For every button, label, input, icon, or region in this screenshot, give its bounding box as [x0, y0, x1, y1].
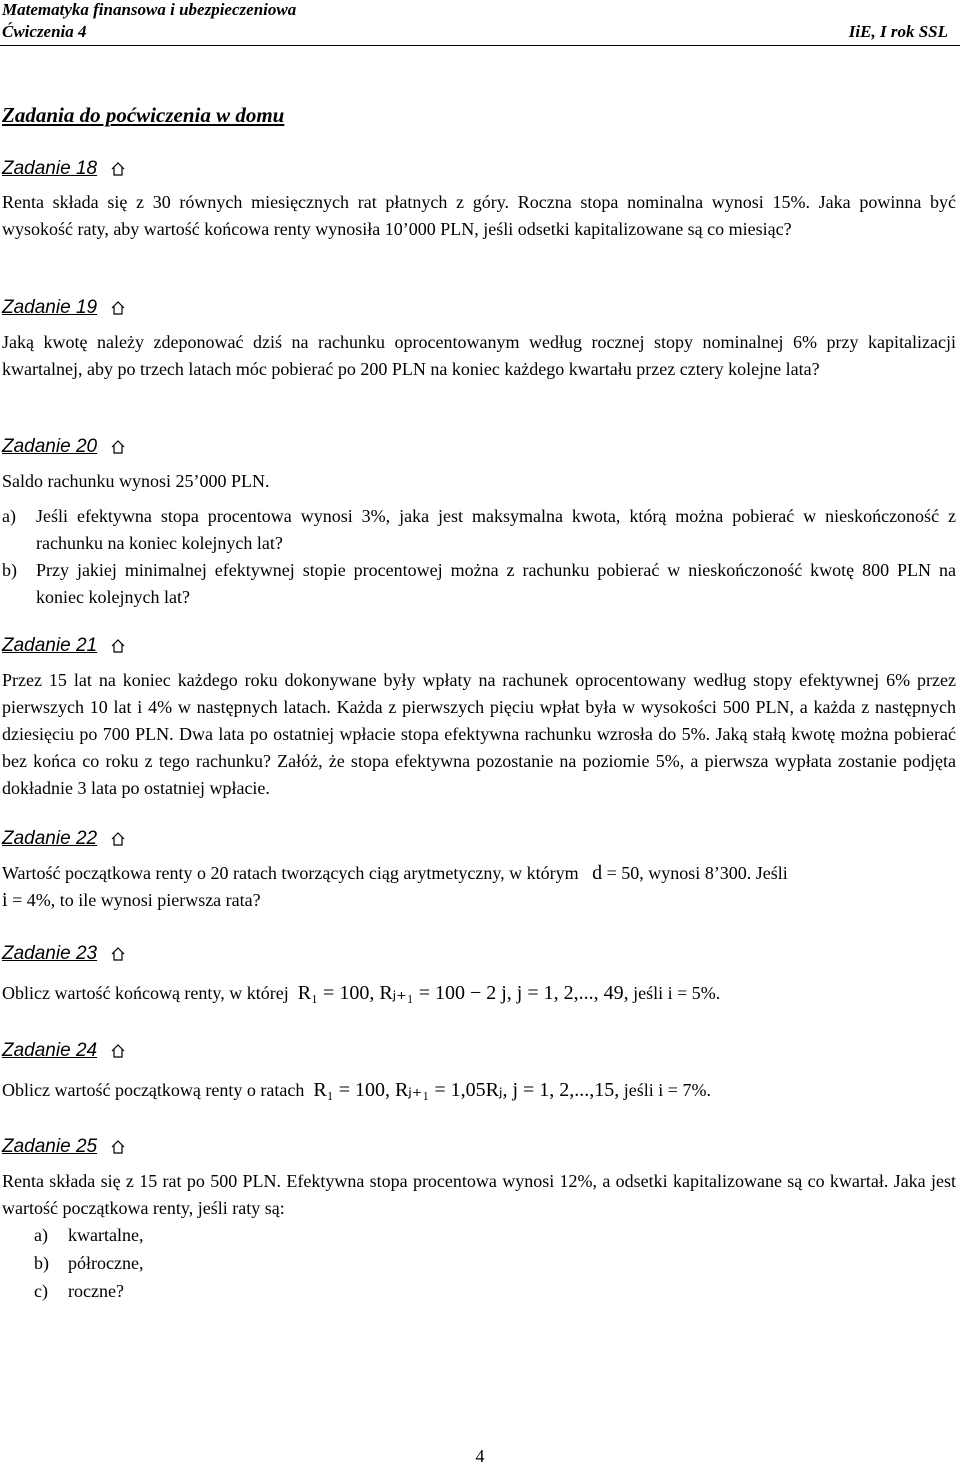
formula: R₁ = 100, Rⱼ₊₁ = 100 − 2 j, j = 1, 2,..., 49, [297, 982, 629, 1004]
header-divider [0, 45, 960, 46]
task-19-text: Jaką kwotę należy zdeponować dziś na rachunku oprocentowanym według rocznej stopy nominalnej 6% przy kapitalizacji kwartalnej, aby po trzech latach móc pobierać po 200 PLN na koniec każdego kwartału przez cztery kolejne lata? [2, 332, 956, 379]
house-icon [111, 947, 125, 961]
task-25-item-a [34, 1222, 434, 1249]
list-item-text: Jeśli efektywna stopa procentowa wynosi 3%, jaka jest maksymalna kwota, którą można pobierać w nieskończoność z rachunku na koniec kolejnych lat? [36, 506, 956, 553]
house-icon [111, 1044, 125, 1058]
list-item-text: Przy jakiej minimalnej efektywnej stopie procentowej można z rachunku pobierać w nieskończoność kwotę 800 PLN na koniec kolejnych lat? [36, 560, 956, 607]
task-24-title: Zadanie 24 [2, 1039, 125, 1063]
formula: R₁ = 100, Rⱼ₊₁ = 1,05Rⱼ, j = 1, 2,...,15, [313, 1079, 620, 1101]
house-icon [111, 440, 125, 454]
house-icon [111, 832, 125, 846]
task-20-title: Zadanie 20 [2, 435, 125, 459]
list-item-text: roczne? [68, 1281, 124, 1301]
group-label: IiE, I rok SSL [848, 22, 948, 41]
task-19-title: Zadanie 19 [2, 296, 125, 320]
task-25-text: Renta składa się z 15 rat po 500 PLN. Efektywna stopa procentowa wynosi 12%, a odsetki kapitalizowane są co kwartał. Jaka jest wartość początkowa renty, jeśli raty są: [2, 1171, 956, 1218]
task-18-title: Zadanie 18 [2, 157, 125, 181]
task-20-item-b [2, 557, 956, 613]
task-23-text: Oblicz wartość końcową renty, w której R₁ = 100, Rⱼ₊₁ = 100 − 2 j, j = 1, 2,..., 49, jeśli i = 5%. [2, 982, 721, 1004]
course-title: Matematyka finansowa i ubezpieczeniowa [2, 0, 297, 19]
task-21-text: Przez 15 lat na koniec każdego roku dokonywane były wpłaty na rachunek oprocentowany według stopy efektywnej 6% przez pierwszych 10 lat i 4% w następnych latach. Każda z pierwszych pięciu wpłat była w wysokości 500 PLN, a każda z następnych dziesięciu po 700 PLN. Dwa lata po ostatniej wpłacie stopa efektywna rachunku wzrosła do 5%. Jaką stałą kwotę można pobierać bez końca co roku z tego rachunku? Załóż, że stopa efektywna pozostanie na poziomie 5%, a pierwsza wypłata zostanie podjęta dokładnie 3 lata po ostatniej wpłacie. [2, 670, 956, 798]
task-24-text: Oblicz wartość początkową renty o ratach R₁ = 100, Rⱼ₊₁ = 1,05Rⱼ, j = 1, 2,...,15, jeśli i = 7%. [2, 1079, 711, 1101]
list-marker: a) [34, 1225, 48, 1245]
section-title: Zadania do poćwiczenia w domu [2, 103, 285, 127]
list-marker: b) [34, 1253, 49, 1273]
task-22-text: Wartość początkowa renty o 20 ratach tworzących ciąg arytmetyczny, w którym d = 50, wynosi 8’300. Jeśli i = 4%, to ile wynosi pierwsza rata? [2, 862, 788, 911]
task-20-text: Saldo rachunku wynosi 25’000 PLN. [2, 471, 270, 491]
exercise-label: Ćwiczenia 4 [2, 22, 87, 41]
house-icon [111, 639, 125, 653]
house-icon [111, 162, 125, 176]
task-25-title: Zadanie 25 [2, 1135, 125, 1159]
variable-d: d [592, 862, 603, 884]
list-marker: a) [2, 506, 16, 526]
task-25-item-c [34, 1278, 434, 1305]
house-icon [111, 1140, 125, 1154]
task-22-title: Zadanie 22 [2, 827, 125, 851]
list-item-text: półroczne, [68, 1253, 144, 1273]
task-23-title: Zadanie 23 [2, 942, 125, 966]
variable-i: i [2, 889, 8, 911]
list-marker: b) [2, 560, 17, 580]
task-25-item-b [34, 1250, 434, 1277]
page-number: 4 [475, 1446, 485, 1466]
task-18-text: Renta składa się z 30 równych miesięcznych rat płatnych z góry. Roczna stopa nominalna wynosi 15%. Jaka powinna być wysokość raty, aby wartość końcowa renty wynosiła 10’000 PLN, jeśli odsetki kapitalizowane są co miesiąc? [2, 192, 956, 239]
task-20-item-a [2, 503, 956, 559]
task-21-title: Zadanie 21 [2, 634, 125, 658]
list-marker: c) [34, 1281, 48, 1301]
house-icon [111, 301, 125, 315]
list-item-text: kwartalne, [68, 1225, 144, 1245]
